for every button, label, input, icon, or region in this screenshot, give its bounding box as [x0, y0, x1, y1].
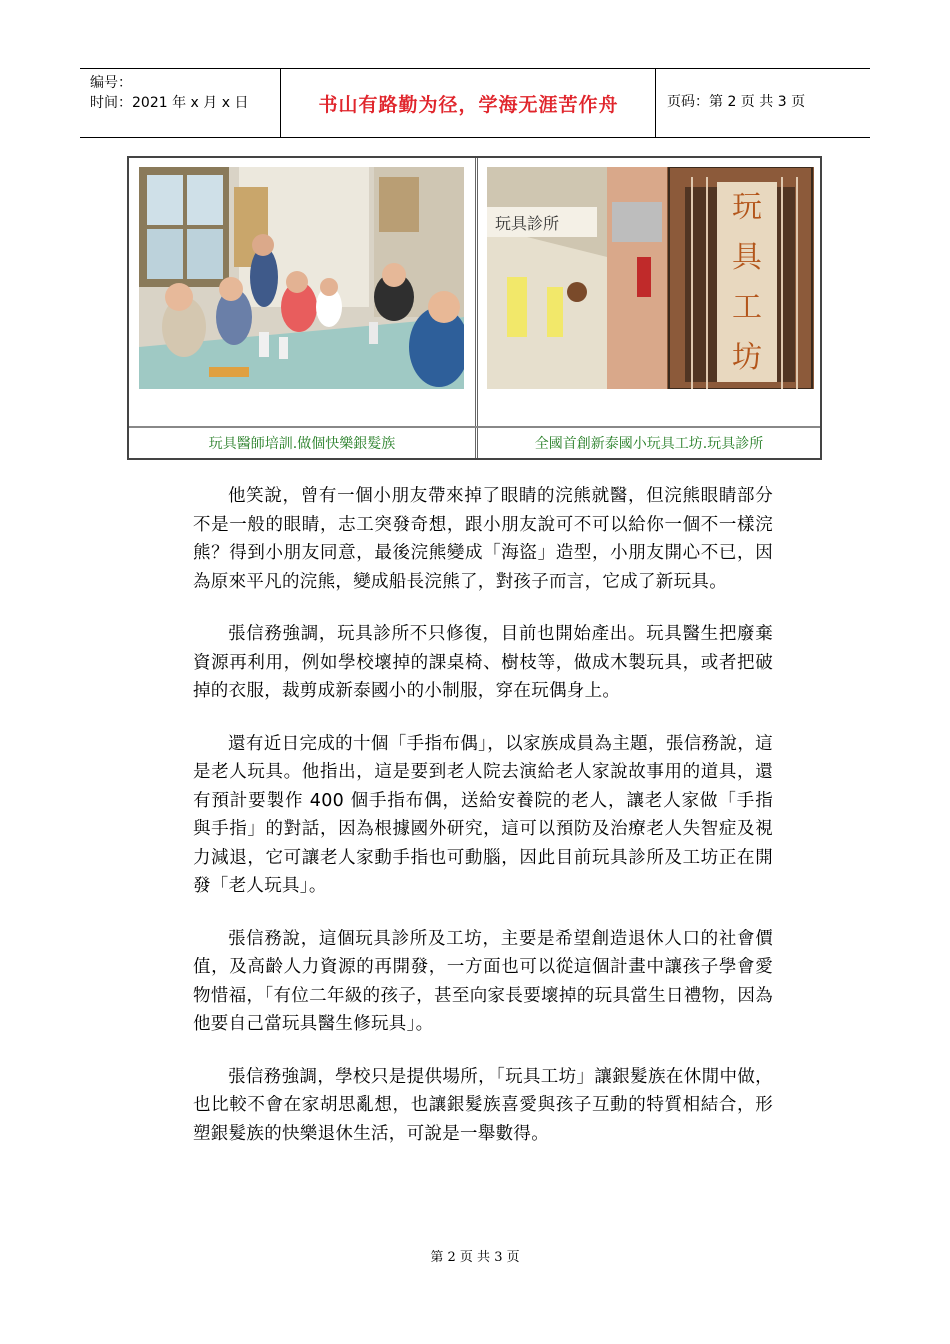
banner-char: 具: [732, 240, 762, 275]
photo-table: [127, 156, 822, 460]
paragraph: 他笑說，曾有一個小朋友帶來掉了眼睛的浣熊就醫，但浣熊眼睛部分不是一般的眼睛，志工突發奇想，跟小朋友說可不可以給你一個不一樣浣熊？得到小朋友同意，最後浣熊變成「海盜」造型，小朋友開心不已，因為原來平凡的浣熊，變成船長浣熊了，對孩子而言，它成了新玩具。: [193, 486, 773, 592]
header-divider: [655, 69, 656, 137]
caption-photo-2: 全國首創新泰國小玩具工坊.玩具診所: [534, 436, 764, 452]
banner-char: 工: [732, 290, 762, 325]
paragraph: 還有近日完成的十個「手指布偶」，以家族成員為主題，張信務說，這是老人玩具。他指出，這是要到老人院去演給老人家說故事用的道具，還有預計要製作 400 個手指布偶，送給安養院的老人，讓老人家做「手指與手指」的對話，因為根據國外研究，這可以預防及治療老人失智症及視力減退，它可讓老人家動手指也可動腦，因此目前玩具診所及工坊正在開發「老人玩具」。: [193, 733, 773, 896]
photo-toy-doctor-training: [139, 167, 464, 389]
header-motto: 书山有路勤为径，学海无涯苦作舟: [318, 93, 619, 116]
page-footer: 第 2 页 共 3 页: [430, 1250, 520, 1265]
banner-char: 坊: [732, 340, 762, 375]
photo-toy-workshop-clinic: [487, 167, 814, 389]
caption-photo-1: 玩具醫師培訓.做個快樂銀髮族: [208, 436, 396, 452]
header-number-label: 编号：: [90, 75, 132, 91]
header-divider: [280, 69, 281, 137]
article-body: [193, 482, 773, 1172]
paragraph: 張信務說，這個玩具診所及工坊，主要是希望創造退休人口的社會價值，及高齡人力資源的再開發，一方面也可以從這個計畫中讓孩子學會愛物惜福，「有位二年級的孩子，甚至向家長要壞掉的玩具當生日禮物，因為他要自己當玩具醫生修玩具」。: [193, 928, 773, 1034]
paragraph: 張信務強調，玩具診所不只修復，目前也開始產出。玩具醫生把廢棄資源再利用，例如學校壞掉的課桌椅、樹枝等，做成木製玩具，或者把破掉的衣服，裁剪成新泰國小的小制服，穿在玩偶身上。: [193, 624, 773, 701]
paragraph: 張信務強調，學校只是提供場所，「玩具工坊」讓銀髮族在休閒中做，也比較不會在家胡思亂想，也讓銀髮族喜愛與孩子互動的特質相結合，形塑銀髮族的快樂退休生活，可說是一舉數得。: [193, 1066, 773, 1144]
header-date: 时间：2021 年 x 月 x 日: [90, 95, 249, 111]
banner-char: 玩: [732, 190, 762, 225]
table-column-divider: [475, 158, 478, 458]
page-header: [80, 68, 870, 138]
header-meta: [90, 73, 248, 113]
header-page-info: 页码：第 2 页 共 3 页: [667, 94, 806, 110]
sign-text: 玩具診所: [495, 214, 560, 233]
